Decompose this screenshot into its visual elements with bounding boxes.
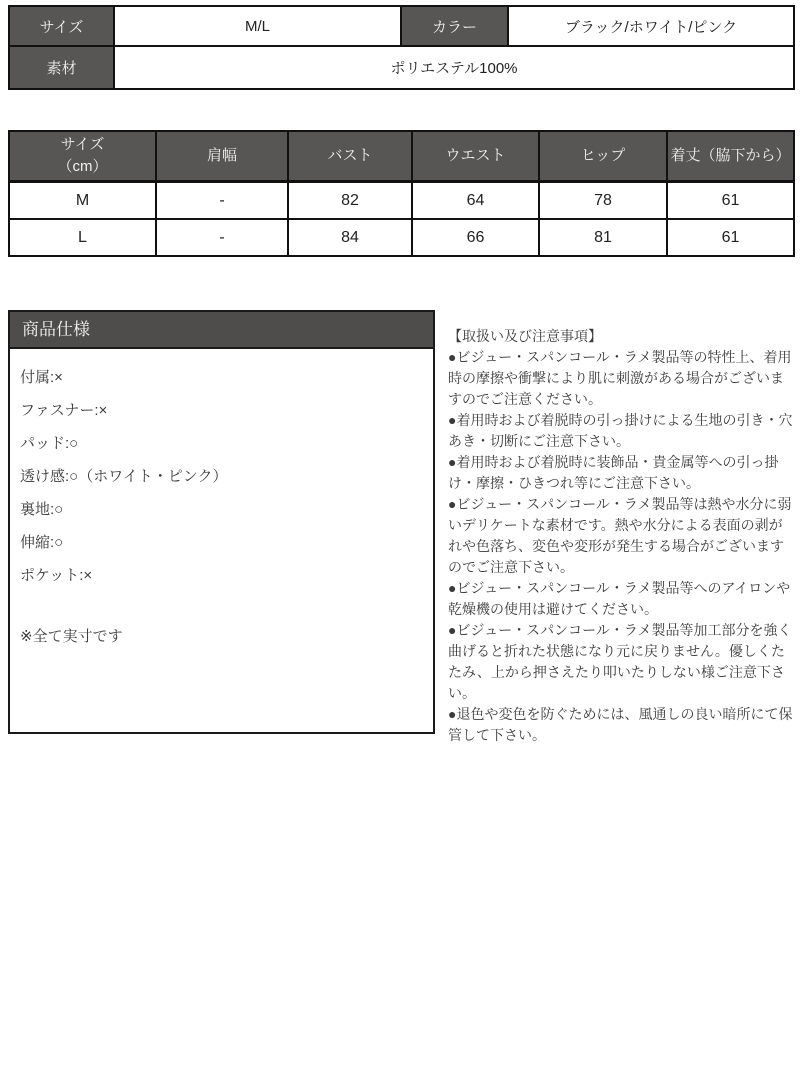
size-label-cell: サイズ (9, 6, 114, 46)
care-bullet-accessories: ●着用時および着脱時に装飾品・貴金属等への引っ掛け・摩擦・ひきつれ等にご注意下さい。 (448, 454, 779, 491)
color-label-cell: カラー (401, 6, 508, 46)
size-m-hip: 78 (539, 182, 667, 220)
header-size-cm-line2: （cm） (57, 158, 108, 175)
header-size-cm (9, 131, 156, 182)
header-bust: バスト (288, 131, 412, 182)
product-summary-table (8, 5, 795, 90)
product-spec-box (8, 310, 435, 734)
spec-item-pad: パッド:○ (20, 435, 79, 452)
size-m-length: 61 (667, 182, 794, 220)
table-row-size-m (9, 182, 794, 220)
spec-item-stretch: 伸縮:○ (20, 534, 64, 551)
spec-item-lining: 裏地:○ (20, 501, 64, 518)
summary-row-material (9, 46, 794, 89)
spec-note-actual-size: ※全て実寸です (20, 628, 123, 645)
header-size-cm-line1: サイズ (60, 136, 105, 154)
table-row-size-l (9, 219, 794, 256)
care-bullet-heat-moisture: ●ビジュー・スパンコール・ラメ製品等は熱や水分に弱いデリケートな素材です。熱や水分による表面の剥がれや色落ち、変色や変形が発生する場合がございますのでご注意下さい。 (448, 496, 792, 575)
product-spec-list (10, 349, 433, 653)
care-bullet-bending: ●ビジュー・スパンコール・ラメ製品等加工部分を強く曲げると折れた状態になり元に戻りません。優しくたたみ、上から押さえたり叩いたりしない様ご注意下さい。 (448, 622, 792, 701)
header-shoulder: 肩幅 (156, 131, 288, 182)
size-l-waist: 66 (412, 219, 539, 256)
care-bullet-iron-dryer: ●ビジュー・スパンコール・ラメ製品等へのアイロンや乾燥機の使用は避けてください。 (448, 580, 791, 617)
care-bullet-friction: ●ビジュー・スパンコール・ラメ製品等の特性上、着用時の摩擦や衝撃により肌に刺激がある場合がございますのでご注意ください。 (448, 349, 792, 407)
product-spec-title: 商品仕様 (10, 312, 433, 349)
header-hip: ヒップ (539, 131, 667, 182)
care-bullet-snagging: ●着用時および着脱時の引っ掛けによる生地の引き・穴あき・切断にご注意下さい。 (448, 412, 793, 449)
spec-item-fastener: ファスナー:× (20, 402, 108, 419)
size-m-waist: 64 (412, 182, 539, 220)
header-length: 着丈（脇下から） (667, 131, 794, 182)
size-l-hip: 81 (539, 219, 667, 256)
spec-item-accessory: 付属:× (20, 369, 63, 386)
material-value-cell: ポリエステル100% (114, 46, 794, 89)
size-l-length: 61 (667, 219, 794, 256)
size-l-shoulder: - (156, 219, 288, 256)
material-label-cell: 素材 (9, 46, 114, 89)
size-l-label: L (9, 219, 156, 256)
summary-row-size-color (9, 6, 794, 46)
color-value-cell: ブラック/ホワイト/ピンク (508, 6, 794, 46)
size-m-bust: 82 (288, 182, 412, 220)
size-m-shoulder: - (156, 182, 288, 220)
care-notes-title: 【取扱い及び注意事項】 (448, 328, 602, 344)
spec-spacer (20, 592, 419, 620)
size-value-cell: M/L (114, 6, 401, 46)
care-bullet-storage: ●退色や変色を防ぐためには、風通しの良い暗所にて保管して下さい。 (448, 706, 793, 743)
measurements-header-row (9, 131, 794, 182)
header-waist: ウエスト (412, 131, 539, 182)
size-l-bust: 84 (288, 219, 412, 256)
spec-item-pocket: ポケット:× (20, 567, 93, 584)
spec-item-sheerness: 透け感:○（ホワイト・ピンク） (20, 468, 228, 485)
size-m-label: M (9, 182, 156, 220)
measurements-table (8, 130, 795, 257)
care-notes-section (448, 326, 796, 746)
